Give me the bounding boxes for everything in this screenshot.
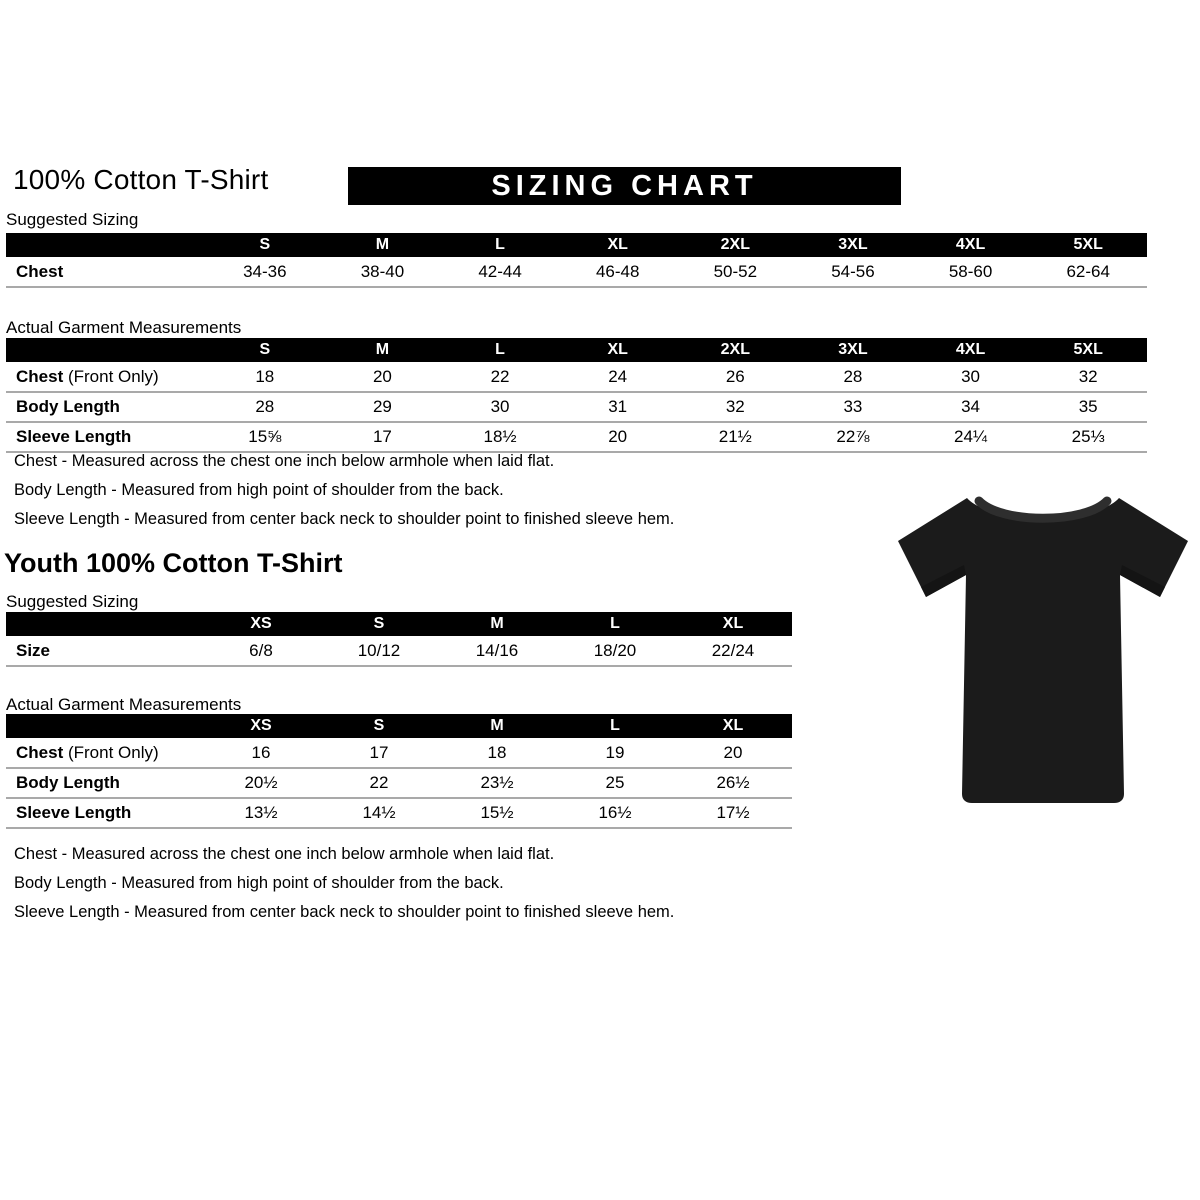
size-value-cell: 16: [202, 738, 320, 768]
size-value-cell: 30: [912, 362, 1030, 392]
note-chest: Chest - Measured across the chest one inch below armhole when laid flat.: [14, 845, 555, 863]
size-value-cell: 18: [206, 362, 324, 392]
size-column-header: 3XL: [794, 233, 912, 257]
table-row: [6, 257, 1147, 287]
row-label: Chest: [6, 257, 206, 287]
size-value-cell: 32: [677, 392, 795, 422]
row-label: Size: [6, 636, 202, 666]
size-value-cell: 22: [441, 362, 559, 392]
adult-actual-measurements-label: Actual Garment Measurements: [6, 318, 242, 337]
size-value-cell: 6/8: [202, 636, 320, 666]
size-value-cell: 20: [674, 738, 792, 768]
size-column-header: 5XL: [1029, 233, 1147, 257]
size-column-header: L: [556, 714, 674, 738]
size-column-header: L: [441, 233, 559, 257]
size-value-cell: 15½: [438, 798, 556, 828]
size-value-cell: 22: [320, 768, 438, 798]
youth-suggested-sizing-table: [6, 612, 792, 667]
table-row: [6, 636, 792, 666]
size-value-cell: 28: [794, 362, 912, 392]
size-value-cell: 22/24: [674, 636, 792, 666]
size-value-cell: 38-40: [324, 257, 442, 287]
size-value-cell: 46-48: [559, 257, 677, 287]
size-column-header: M: [324, 233, 442, 257]
note-chest: Chest - Measured across the chest one inch below armhole when laid flat.: [14, 452, 555, 470]
size-column-header: 5XL: [1029, 338, 1147, 362]
size-value-cell: 13½: [202, 798, 320, 828]
size-value-cell: 16½: [556, 798, 674, 828]
size-value-cell: 54-56: [794, 257, 912, 287]
size-value-cell: 30: [441, 392, 559, 422]
size-column-header: S: [320, 612, 438, 636]
size-column-header: M: [438, 714, 556, 738]
size-value-cell: 19: [556, 738, 674, 768]
table-header-row: [6, 338, 1147, 362]
table-row: [6, 422, 1147, 452]
note-body-length: Body Length - Measured from high point of shoulder from the back.: [14, 481, 504, 499]
size-value-cell: 21½: [677, 422, 795, 452]
size-value-cell: 10/12: [320, 636, 438, 666]
size-value-cell: 24: [559, 362, 677, 392]
size-column-header: L: [441, 338, 559, 362]
table-row: [6, 392, 1147, 422]
size-value-cell: 17: [320, 738, 438, 768]
size-value-cell: 20: [559, 422, 677, 452]
table-header-spacer: [6, 233, 206, 257]
note-body-length: Body Length - Measured from high point of shoulder from the back.: [14, 874, 504, 892]
size-column-header: XS: [202, 612, 320, 636]
table-header-spacer: [6, 338, 206, 362]
size-column-header: XL: [674, 612, 792, 636]
youth-actual-measurements-label: Actual Garment Measurements: [6, 695, 242, 714]
adult-measurement-notes: [14, 452, 674, 539]
table-row: [6, 798, 792, 828]
size-column-header: M: [324, 338, 442, 362]
size-value-cell: 28: [206, 392, 324, 422]
black-tshirt-image: [893, 468, 1193, 818]
row-label: Chest (Front Only): [6, 362, 206, 392]
size-value-cell: 26: [677, 362, 795, 392]
size-value-cell: 23½: [438, 768, 556, 798]
tshirt-body-shape: [898, 498, 1188, 803]
table-header-spacer: [6, 612, 202, 636]
size-value-cell: 33: [794, 392, 912, 422]
adult-suggested-sizing-label: Suggested Sizing: [6, 210, 139, 229]
adult-actual-measurements-table: [6, 338, 1147, 453]
size-value-cell: 50-52: [677, 257, 795, 287]
table-header-row: [6, 714, 792, 738]
size-column-header: XL: [674, 714, 792, 738]
size-value-cell: 22⅞: [794, 422, 912, 452]
table-row: [6, 738, 792, 768]
size-column-header: 3XL: [794, 338, 912, 362]
size-column-header: L: [556, 612, 674, 636]
size-value-cell: 20½: [202, 768, 320, 798]
row-label: Sleeve Length: [6, 798, 202, 828]
size-value-cell: 34-36: [206, 257, 324, 287]
size-column-header: XL: [559, 338, 677, 362]
size-value-cell: 31: [559, 392, 677, 422]
sizing-chart-banner: SIZING CHART: [348, 167, 901, 205]
size-value-cell: 42-44: [441, 257, 559, 287]
size-value-cell: 15⅝: [206, 422, 324, 452]
table-header-spacer: [6, 714, 202, 738]
row-label: Chest (Front Only): [6, 738, 202, 768]
youth-measurement-notes: [14, 845, 674, 932]
table-header-row: [6, 233, 1147, 257]
size-value-cell: 18/20: [556, 636, 674, 666]
size-column-header: 2XL: [677, 338, 795, 362]
size-value-cell: 24¼: [912, 422, 1030, 452]
size-value-cell: 32: [1029, 362, 1147, 392]
size-value-cell: 18: [438, 738, 556, 768]
adult-suggested-sizing-table: [6, 233, 1147, 288]
note-sleeve-length: Sleeve Length - Measured from center back neck to shoulder point to finished sleeve hem.: [14, 903, 675, 921]
size-column-header: XS: [202, 714, 320, 738]
size-value-cell: 14½: [320, 798, 438, 828]
size-value-cell: 29: [324, 392, 442, 422]
table-row: [6, 362, 1147, 392]
size-column-header: M: [438, 612, 556, 636]
row-label: Body Length: [6, 392, 206, 422]
size-column-header: XL: [559, 233, 677, 257]
youth-suggested-sizing-label: Suggested Sizing: [6, 592, 139, 611]
row-label: Sleeve Length: [6, 422, 206, 452]
size-value-cell: 26½: [674, 768, 792, 798]
size-column-header: S: [206, 233, 324, 257]
size-column-header: 4XL: [912, 338, 1030, 362]
size-value-cell: 58-60: [912, 257, 1030, 287]
size-value-cell: 17½: [674, 798, 792, 828]
size-value-cell: 25: [556, 768, 674, 798]
size-value-cell: 18½: [441, 422, 559, 452]
size-column-header: 4XL: [912, 233, 1030, 257]
youth-section-title: Youth 100% Cotton T-Shirt: [4, 548, 343, 578]
size-value-cell: 14/16: [438, 636, 556, 666]
note-sleeve-length: Sleeve Length - Measured from center back neck to shoulder point to finished sleeve hem.: [14, 510, 675, 528]
youth-actual-measurements-table: [6, 714, 792, 829]
table-header-row: [6, 612, 792, 636]
tshirt-collar-shape: [979, 501, 1107, 518]
size-value-cell: 62-64: [1029, 257, 1147, 287]
size-value-cell: 17: [324, 422, 442, 452]
adult-section-title: 100% Cotton T-Shirt: [13, 164, 269, 195]
size-column-header: 2XL: [677, 233, 795, 257]
row-label: Body Length: [6, 768, 202, 798]
size-value-cell: 25⅓: [1029, 422, 1147, 452]
size-column-header: S: [320, 714, 438, 738]
size-value-cell: 35: [1029, 392, 1147, 422]
size-column-header: S: [206, 338, 324, 362]
size-value-cell: 34: [912, 392, 1030, 422]
size-value-cell: 20: [324, 362, 442, 392]
table-row: [6, 768, 792, 798]
